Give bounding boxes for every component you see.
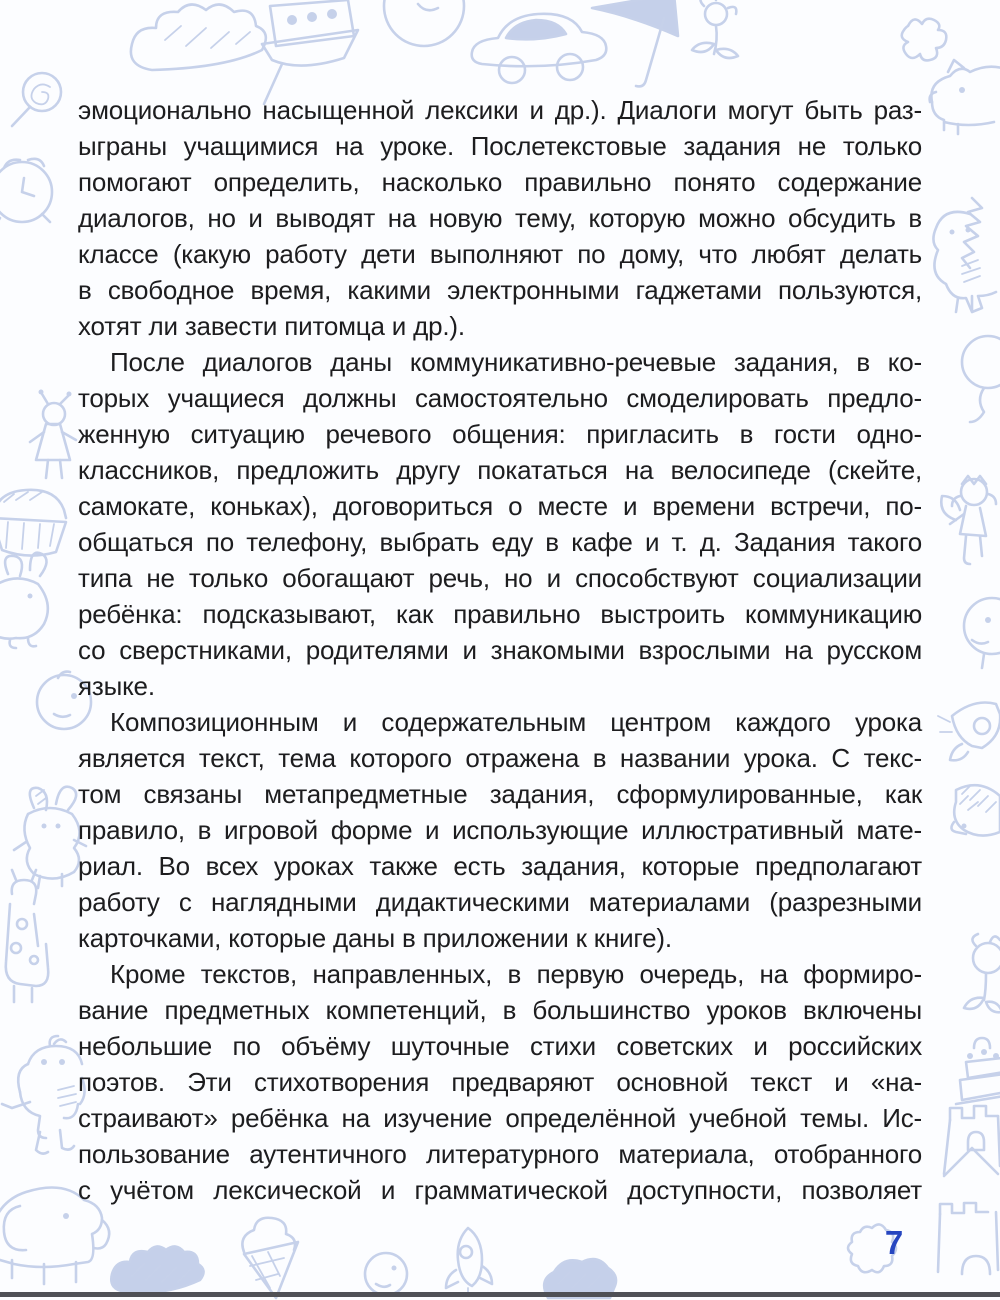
- text-line: помогают определить, насколько правильно понято содержание: [78, 167, 922, 197]
- page-bottom-edge: [0, 1292, 1000, 1297]
- text-line: со сверстниками, родителями и знакомыми взрослыми на русском: [78, 635, 922, 665]
- flower-doodle-icon: [692, 0, 738, 58]
- paragraph: [78, 956, 922, 1208]
- text-line: ыграны учащимися на уроке. Послетекстовые задания не только: [78, 131, 922, 161]
- flower2-doodle-icon: [964, 934, 1000, 1012]
- car-doodle-icon: [472, 14, 607, 83]
- text-line: правило, в игровой форме и использующие иллюстративный мате-: [78, 815, 922, 845]
- puzzle-doodle-icon: [902, 19, 947, 61]
- text-line: с учётом лексической и грамматической доступности, позволяет: [78, 1175, 922, 1205]
- text-line: эмоционально насыщенной лексики и др.). Диалоги могут быть раз-: [78, 95, 922, 125]
- pig-doodle-icon: [930, 60, 1000, 134]
- paragraph: [78, 704, 922, 956]
- text-line: является текст, тема которого отражена в названии урока. С текс-: [78, 743, 922, 773]
- boat-doodle-icon: [262, 0, 358, 104]
- text-line: в свободное время, какими электронными гаджетами пользуются,: [78, 275, 922, 305]
- rabbit-doodle-icon: [0, 553, 48, 648]
- text-line: самокате, коньках), договориться о месте и времени встречи, по-: [78, 491, 922, 521]
- text-line: языке.: [78, 671, 155, 701]
- face2-doodle-icon: [365, 1253, 407, 1295]
- cloud-doodle-icon: [131, 4, 266, 70]
- paragraph: [78, 344, 922, 704]
- child-doodle-icon: [30, 390, 76, 479]
- text-line: пользование аутентичного литературного материала, отобранного: [78, 1139, 922, 1169]
- text-line: женную ситуацию речевого общения: пригласить в гости одно-: [78, 419, 922, 449]
- text-line: общаться по телефону, выбрать еду в кафе и т. д. Задания такого: [78, 527, 922, 557]
- fairy-doodle-icon: [941, 476, 996, 564]
- text-line: классников, предложить другу покататься на велосипеде (скейте,: [78, 455, 922, 485]
- bird-doodle-icon: [964, 598, 1000, 668]
- text-line: диалогов, но и выводят на новую тему, которую можно обсудить в: [78, 203, 922, 233]
- castle-doodle-icon: [938, 1106, 1000, 1274]
- paragraph: [78, 92, 922, 344]
- text-line: страивают» ребёнка на изучение определённой учебной темы. Ис-: [78, 1103, 922, 1133]
- text-line: вание предметных компетенций, в большинство уроков включены: [78, 995, 922, 1025]
- balloon-doodle-icon: [962, 336, 1000, 422]
- rocket-bottom-doodle-icon: [446, 1228, 492, 1296]
- text-line: После диалогов даны коммуникативно-речевые задания, в ко-: [110, 347, 922, 377]
- text-line: торых учащиеся должны самостоятельно смоделировать предло-: [78, 383, 922, 413]
- text-line: карточками, которые даны в приложении к книге).: [78, 923, 672, 953]
- rocket-right-doodle-icon: [938, 703, 1000, 761]
- alarm-clock-doodle-icon: [0, 159, 52, 228]
- cake-doodle-icon: [956, 1038, 1000, 1104]
- text-line: Композиционным и содержательным центром каждого урока: [110, 707, 922, 737]
- text-line: типа не только обогащают речь, но и способствуют социализации: [78, 563, 922, 593]
- text-line: поэтов. Эти стихотворения предваряют основной текст и «на-: [78, 1067, 922, 1097]
- giraffe-doodle-icon: [6, 870, 48, 1002]
- text-line: небольшие по объёму шуточные стихи советских и российских: [78, 1031, 922, 1061]
- text-line: риал. Во всех уроках также есть задания, которые предполагают: [78, 851, 922, 881]
- cloud2-doodle-icon: [111, 1246, 203, 1292]
- bunny-toy-doodle-icon: [14, 787, 86, 888]
- text-line: Кроме текстов, направленных, в первую очередь, на формиро-: [110, 959, 922, 989]
- ice-cream-doodle-icon: [242, 1218, 298, 1298]
- clock-doodle-icon: [384, 0, 464, 46]
- cupcake-doodle-icon: [0, 490, 66, 556]
- text-line: том связаны метапредметные задания, сформулированные, как: [78, 779, 922, 809]
- dinosaur-doodle-icon: [933, 198, 996, 312]
- hedgehog-doodle-icon: [951, 785, 1000, 835]
- text-line: классе (какую работу дети выполняют по дому, что любят делать: [78, 239, 922, 269]
- lollipop-doodle-icon: [12, 73, 61, 126]
- text-line: работу с наглядными дидактическими материалами (разрезными: [78, 887, 922, 917]
- hippo-doodle-icon: [2, 1036, 85, 1154]
- text-block: [78, 92, 922, 1208]
- text-line: ребёнка: подсказывают, как правильно выстроить коммуникацию: [78, 599, 922, 629]
- text-line: хотят ли завести питомца и др.).: [78, 311, 465, 341]
- page-number: 7: [884, 1224, 904, 1261]
